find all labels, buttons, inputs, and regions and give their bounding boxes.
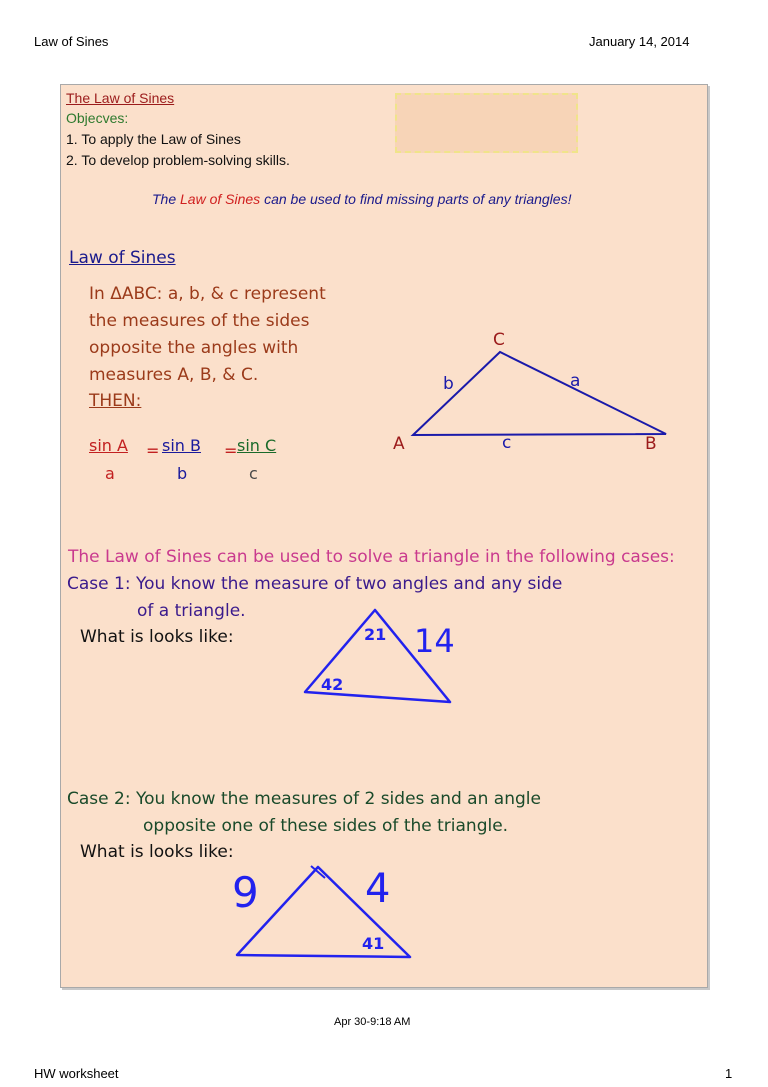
case1-angle-bottom: 42 [321, 675, 344, 694]
definition-line-3: opposite the angles with [89, 338, 299, 358]
document-date: January 14, 2014 [589, 34, 690, 49]
cases-intro: The Law of Sines can be used to solve a triangle in the following cases: [68, 547, 675, 567]
formula-numerator-b: sin B [162, 436, 201, 455]
definition-line-2: the measures of the sides [89, 311, 310, 331]
document-title: Law of Sines [34, 34, 109, 49]
definition-line-4: measures A, B, & C. [89, 365, 259, 385]
timestamp: Apr 30-9:18 AM [334, 1016, 411, 1028]
case2-what-looks-like: What is looks like: [80, 842, 234, 862]
case1-line-2: of a triangle. [137, 601, 246, 621]
footer-label: HW worksheet [34, 1066, 119, 1081]
case1-angle-top: 21 [364, 625, 387, 644]
case2-line-1: Case 2: You know the measures of 2 sides and an angle [67, 789, 541, 809]
definition-line-1: In ΔABC: a, b, & c represent [89, 284, 326, 304]
objectives-label: Objecves: [66, 110, 129, 126]
section-heading: Law of Sines [69, 248, 176, 268]
case2-line-2: opposite one of these sides of the triangle. [143, 816, 509, 836]
formula-denominator-c: c [249, 464, 258, 483]
case2-side-left: 9 [232, 868, 259, 917]
side-label-a: a [570, 371, 581, 391]
side-label-c: c [502, 433, 512, 453]
formula-equals-1: = [146, 441, 160, 460]
objective-2: 2. To develop problem-solving skills. [66, 152, 290, 168]
vertex-label-a: A [393, 434, 405, 454]
then-label: THEN: [89, 391, 142, 411]
case2-side-right: 4 [365, 866, 391, 912]
vertex-label-c: C [493, 330, 505, 350]
formula-numerator-a: sin A [89, 436, 128, 455]
law-statement-highlight: Law of Sines [180, 191, 261, 207]
law-statement: The Law of Sines can be used to find missing parts of any triangles! [152, 191, 572, 207]
page-number: 1 [725, 1066, 733, 1081]
formula-denominator-a: a [105, 464, 115, 483]
objective-1: 1. To apply the Law of Sines [66, 131, 241, 147]
case1-what-looks-like: What is looks like: [80, 627, 234, 647]
formula-equals-2: = [224, 441, 238, 460]
formula-numerator-c: sin C [237, 436, 277, 455]
vertex-label-b: B [645, 434, 657, 454]
objectives-title: The Law of Sines [66, 90, 175, 106]
case2-angle: 41 [362, 934, 385, 953]
case1-side-label: 14 [414, 622, 455, 660]
case1-line-1: Case 1: You know the measure of two angles and any side [67, 574, 563, 594]
formula-denominator-b: b [177, 464, 188, 483]
side-label-b: b [443, 374, 454, 394]
